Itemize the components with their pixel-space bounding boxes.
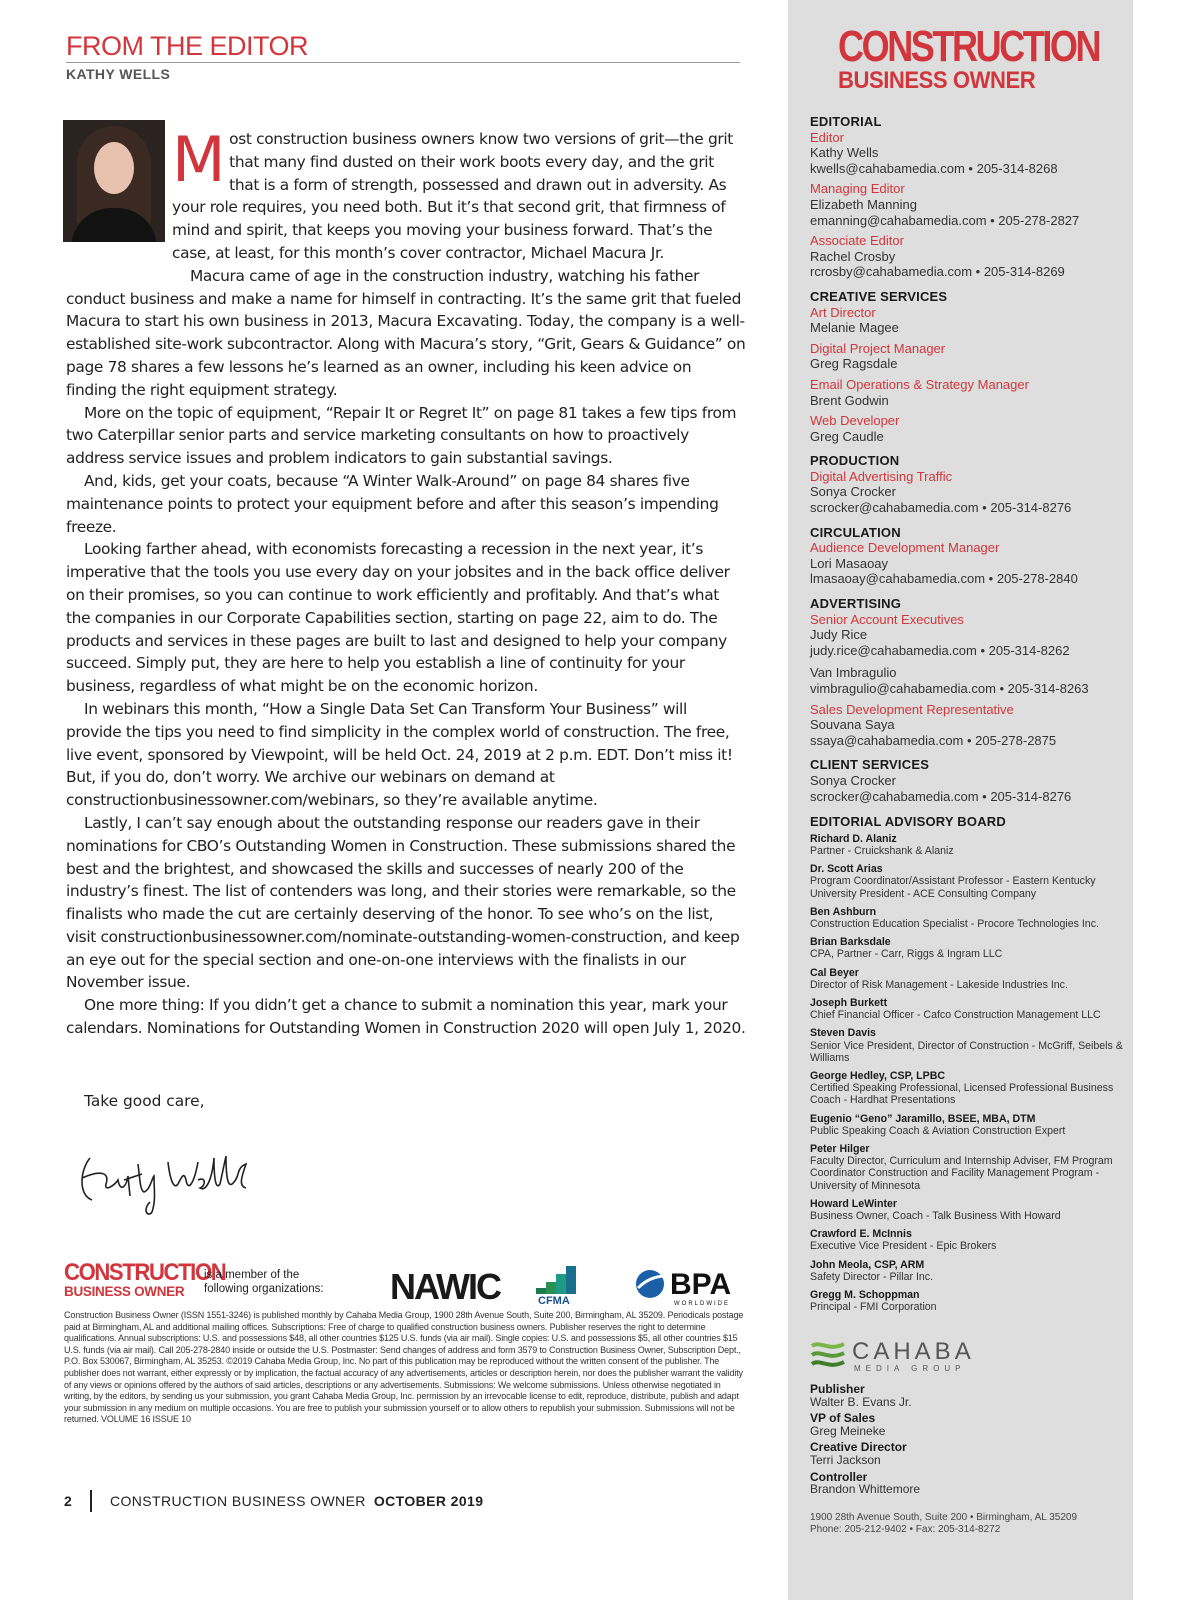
paragraph: More on the topic of equipment, “Repair It or Regret It” on page 81 takes a few tips from two Caterpillar senior parts and service marketing consultants on how to proactively address service issues and problem indicators to gain substantial savings.: [66, 403, 737, 468]
exec-name: Walter B. Evans Jr.: [810, 1394, 912, 1409]
editor-signature: [70, 1140, 260, 1220]
staff-contact: judy.rice@cahabamedia.com • 205-314-8262: [810, 642, 1070, 658]
legal-notice: Construction Business Owner (ISSN 1551-3246) is published monthly by Cahaba Media Group, 1900 28th Avenue South, Suite 200, Birmingham, AL 35209. Periodicals postage paid at Birmingham, AL and additional mailing offices. Subscriptions: Free of charge to qualified construction business owners. Publisher reserves the right to determine qualifications. Annual subscriptions: U.S. and possessions $48, all other countries $125 U.S. funds (via air mail). Single copies: U.S. and possessions $5, all other countries $15 U.S. funds (via air mail). Call 205-278-2840 inside or outside the U.S. Postmaster: Send changes of address and form 3579 to Construction Business Owner, Subscription Dept., P.O. Box 530067, Birmingham, AL 35253. ©2019 Cahaba Media Group, Inc. No part of this publication may be reproduced without the written consent of the publisher. The publisher does not warrant, either expressly or by implication, the factual accuracy of any advertisements, articles or description herein, nor does the publisher warrant the validity of any views or opinions offered by the authors of said articles, descriptions or any advertisements. Submissions: We welcome submissions. Unless otherwise negotiated in writing, by the editors, by sending us your submission, you grant Cahaba Media Group, Inc. permission by an irrevocable license to edit, reproduce, distribute, publish and adapt your submission in any medium on multiple occasions. You are free to publish your submission yourself or to allow others to republish your submission. Submissions will not be returned. VOLUME 16 ISSUE 10: [64, 1310, 744, 1425]
nawic-logo: NAWIC: [390, 1266, 500, 1307]
board-member-name: Cal Beyer: [810, 966, 859, 979]
board-member-title: Senior Vice President, Director of Construction - McGriff, Seibels & Williams: [810, 1039, 1123, 1064]
footer-magazine: CONSTRUCTION BUSINESS OWNER: [110, 1493, 366, 1509]
bpa-logo: [634, 1264, 744, 1308]
role-label: Audience Development Manager: [810, 540, 1000, 556]
advisory-board-list: [810, 833, 1130, 1314]
exec-title: VP of Sales: [810, 1411, 876, 1426]
paragraph: And, kids, get your coats, because “A Winter Walk-Around” on page 84 shares five maintenance points to protect your equipment before and after this season’s impending freeze.: [66, 471, 719, 536]
board-member-name: Dr. Scott Arias: [810, 863, 883, 876]
role-label: Digital Advertising Traffic: [810, 468, 953, 484]
role-label: Web Developer: [810, 413, 900, 429]
board-member-name: Brian Barksdale: [810, 936, 891, 949]
board-member-title: Certified Speaking Professional, Licensed Professional Business Coach - Hardhat Presentations: [810, 1082, 1114, 1107]
staff-name: Sonya Crocker: [810, 772, 896, 788]
role-label: Digital Project Manager: [810, 340, 946, 356]
board-member-title: Partner - Cruickshank & Alaniz: [810, 844, 954, 857]
role-label: Sales Development Representative: [810, 701, 1014, 717]
bpa-label: BPA: [670, 1268, 732, 1301]
paragraph: In webinars this month, “How a Single Data Set Can Transform Your Business” will provide the tips you need to find simplicity in the complex world of construction. The free, live event, sponsored by Viewpoint, will be held Oct. 24, 2019 at 2 p.m. EDT. Don’t miss it! But, if you do, don’t worry. We archive our webinars on demand at constructionbusinessowner.com/webinars, so they’re available anytime.: [66, 699, 733, 810]
staff-name: Melanie Magee: [810, 320, 899, 336]
staff-name: Van Imbragulio: [810, 665, 897, 681]
staff-name: Brent Godwin: [810, 392, 889, 408]
staff-name: Judy Rice: [810, 627, 868, 643]
staff-name: Sonya Crocker: [810, 484, 896, 500]
board-member-title: Program Coordinator/Assistant Professor - Eastern Kentucky University President - ACE Consulting Company: [810, 875, 1096, 900]
cbo-logo: CONSTRUCTION BUSINESS OWNER: [64, 1259, 226, 1299]
board-member-name: Eugenio “Geno” Jaramillo, BSEE, MBA, DTM: [810, 1112, 1036, 1125]
staff-name: Greg Caudle: [810, 428, 884, 444]
closing-line: Take good care,: [84, 1092, 205, 1110]
section-heading: CIRCULATION: [810, 524, 901, 540]
board-member-title: Public Speaking Coach & Aviation Construction Expert: [810, 1124, 1066, 1137]
role-label: Managing Editor: [810, 181, 905, 197]
staff-contact: lmasaoay@cahabamedia.com • 205-278-2840: [810, 571, 1078, 587]
board-member-title: Chief Financial Officer - Cafco Construction Management LLC: [810, 1009, 1101, 1022]
board-member-title: Faculty Director, Curriculum and Internship Adviser, FM Program Coordinator Construction and Facility Management Program - University of Minnesota: [810, 1155, 1113, 1192]
cahaba-wave-icon: [810, 1340, 846, 1370]
board-member-name: Ben Ashburn: [810, 905, 877, 918]
masthead-logo: CONSTRUCTION BUSINESS OWNER: [838, 22, 1100, 94]
board-member-title: Construction Education Specialist - Procore Technologies Inc.: [810, 917, 1099, 930]
role-label: Email Operations & Strategy Manager: [810, 376, 1029, 392]
section-heading: PRODUCTION: [810, 453, 900, 469]
staff-name: Elizabeth Manning: [810, 196, 917, 212]
staff-name: Lori Masaoay: [810, 555, 889, 571]
cfma-logo: [530, 1262, 580, 1306]
staff-name: Kathy Wells: [810, 145, 879, 161]
cahaba-logo: CAHABA MEDIA GROUP: [810, 1338, 970, 1374]
exec-name: Brandon Whittemore: [810, 1482, 921, 1497]
bpa-sub-label: WORLDWIDE: [674, 1301, 730, 1307]
membership-text: is a member of the following organizations:: [204, 1269, 324, 1295]
board-member-name: Gregg M. Schoppman: [810, 1289, 920, 1302]
board-member-name: John Meola, CSP, ARM: [810, 1258, 925, 1271]
role-label: Senior Account Executives: [810, 611, 964, 627]
section-heading: EDITORIAL: [810, 114, 882, 129]
masthead-sidebar: [788, 0, 1133, 1600]
article-body: [66, 123, 746, 1040]
board-member-title: Director of Risk Management - Lakeside Industries Inc.: [810, 978, 1068, 991]
board-member-title: CPA, Partner - Carr, Riggs & Ingram LLC: [810, 948, 1003, 961]
paragraph: Lastly, I can’t say enough about the outstanding response our readers gave in their nominations for CBO’s Outstanding Women in Construction. These submissions shared the best and the brightest, and showcased the skills and successes of nearly 200 of the industry’s finest. The list of contenders was long, and their stories were remarkable, so the finalists who made the cut are certainly deserving of the honor. To see who’s on the list, visit constructionbusinessowner.com/nominate-outstanding-women-construction, and keep an eye out for the special section and one-on-one interviews with the finalists in our November issue.: [66, 813, 740, 992]
section-heading: CLIENT SERVICES: [810, 757, 930, 773]
board-member-title: Principal - FMI Corporation: [810, 1301, 937, 1314]
exec-title: Controller: [810, 1469, 868, 1484]
staff-name: Souvana Saya: [810, 717, 895, 733]
paragraph: ost construction business owners know two versions of grit—the grit that many find dusted on their work boots every day, and the grit that is a form of strength, possessed and drawn out in adversity. As your role requires, you need both. But it’s that second grit, that firmness of mind and spirit, that keeps you moving your business forward. That’s the case, at least, for this month’s cover contractor, Michael Macura Jr.: [172, 130, 733, 262]
paragraph: Macura came of age in the construction industry, watching his father conduct business and make a name for himself in contracting. It’s the same grit that fueled Macura to start his own business in 2013, Macura Excavating. Today, the company is a well-established site-work subcontractor. Along with Macura’s story, “Grit, Gears & Guidance” on page 78 shares a few lessons he’s learned as an owner, including his keen advice on finding the right equipment strategy.: [66, 266, 746, 399]
board-member-name: Howard LeWinter: [810, 1197, 898, 1210]
staff-contact: scrocker@cahabamedia.com • 205-314-8276: [810, 788, 1072, 804]
board-member-name: Joseph Burkett: [810, 996, 888, 1009]
role-label: Associate Editor: [810, 233, 904, 249]
staff-contact: kwells@cahabamedia.com • 205-314-8268: [810, 160, 1058, 176]
exec-name: Greg Meineke: [810, 1423, 886, 1438]
page-footer: [64, 1490, 483, 1512]
exec-title: Publisher: [810, 1382, 865, 1396]
exec-title: Creative Director: [810, 1440, 907, 1455]
board-member-name: Richard D. Alaniz: [810, 832, 897, 845]
page-number: 2: [64, 1493, 73, 1509]
role-label: Art Director: [810, 304, 876, 320]
staff-contact: emanning@cahabamedia.com • 205-278-2827: [810, 212, 1080, 228]
staff-contact: rcrosby@cahabamedia.com • 205-314-8269: [810, 264, 1065, 280]
board-member-name: Peter Hilger: [810, 1143, 870, 1156]
board-member-name: Crawford E. McInnis: [810, 1228, 912, 1241]
section-title: FROM THE EDITOR: [66, 30, 740, 63]
role-label: Editor: [810, 129, 844, 145]
staff-contact: ssaya@cahabamedia.com • 205-278-2875: [810, 732, 1057, 748]
drop-cap: M: [172, 123, 226, 196]
paragraph: Looking farther ahead, with economists forecasting a recession in the next year, it’s imperative that the tools you use every day on your jobsites and in the back office deliver on their promises, so you can continue to work efficiently and profitably. And that’s what the companies in our Corporate Capabilities section, starting on page 22, aim to do. The products and services in these pages are built to last and designed to help your company succeed. Simply put, they are here to help you establish a line of continuity for your business, regardless of what might be on the economic horizon.: [66, 540, 730, 696]
footer-date: OCTOBER 2019: [373, 1493, 484, 1509]
section-heading: CREATIVE SERVICES: [810, 288, 948, 304]
membership-row: [64, 1259, 744, 1308]
staff-contact: scrocker@cahabamedia.com • 205-314-8276: [810, 500, 1072, 516]
board-member-title: Executive Vice President - Epic Brokers: [810, 1240, 997, 1253]
byline: KATHY WELLS: [66, 66, 171, 82]
board-member-name: George Hedley, CSP, LPBC: [810, 1070, 946, 1082]
board-member-title: Business Owner, Coach - Talk Business With Howard: [810, 1210, 1061, 1223]
staff-list: [810, 114, 1130, 1313]
exec-name: Terri Jackson: [810, 1452, 881, 1467]
board-member-title: Safety Director - Pillar Inc.: [810, 1270, 934, 1283]
executive-list: [810, 1383, 920, 1496]
staff-name: Greg Ragsdale: [810, 356, 898, 372]
staff-contact: vimbragulio@cahabamedia.com • 205-314-8263: [810, 681, 1089, 696]
board-member-name: Steven Davis: [810, 1027, 876, 1040]
staff-name: Rachel Crosby: [810, 248, 896, 264]
paragraph: One more thing: If you didn’t get a chance to submit a nomination this year, mark your calendars. Nominations for Outstanding Women in Construction 2020 will open July 1, 2020.: [66, 996, 746, 1038]
publisher-address: 1900 28th Avenue South, Suite 200 • Birmingham, AL 35209 Phone: 205-212-9402 • Fax: 205-314-8272: [810, 1512, 1078, 1536]
cfma-label: CFMA: [538, 1295, 570, 1306]
section-heading: ADVERTISING: [810, 596, 902, 612]
advisory-board-heading: EDITORIAL ADVISORY BOARD: [810, 814, 1006, 830]
